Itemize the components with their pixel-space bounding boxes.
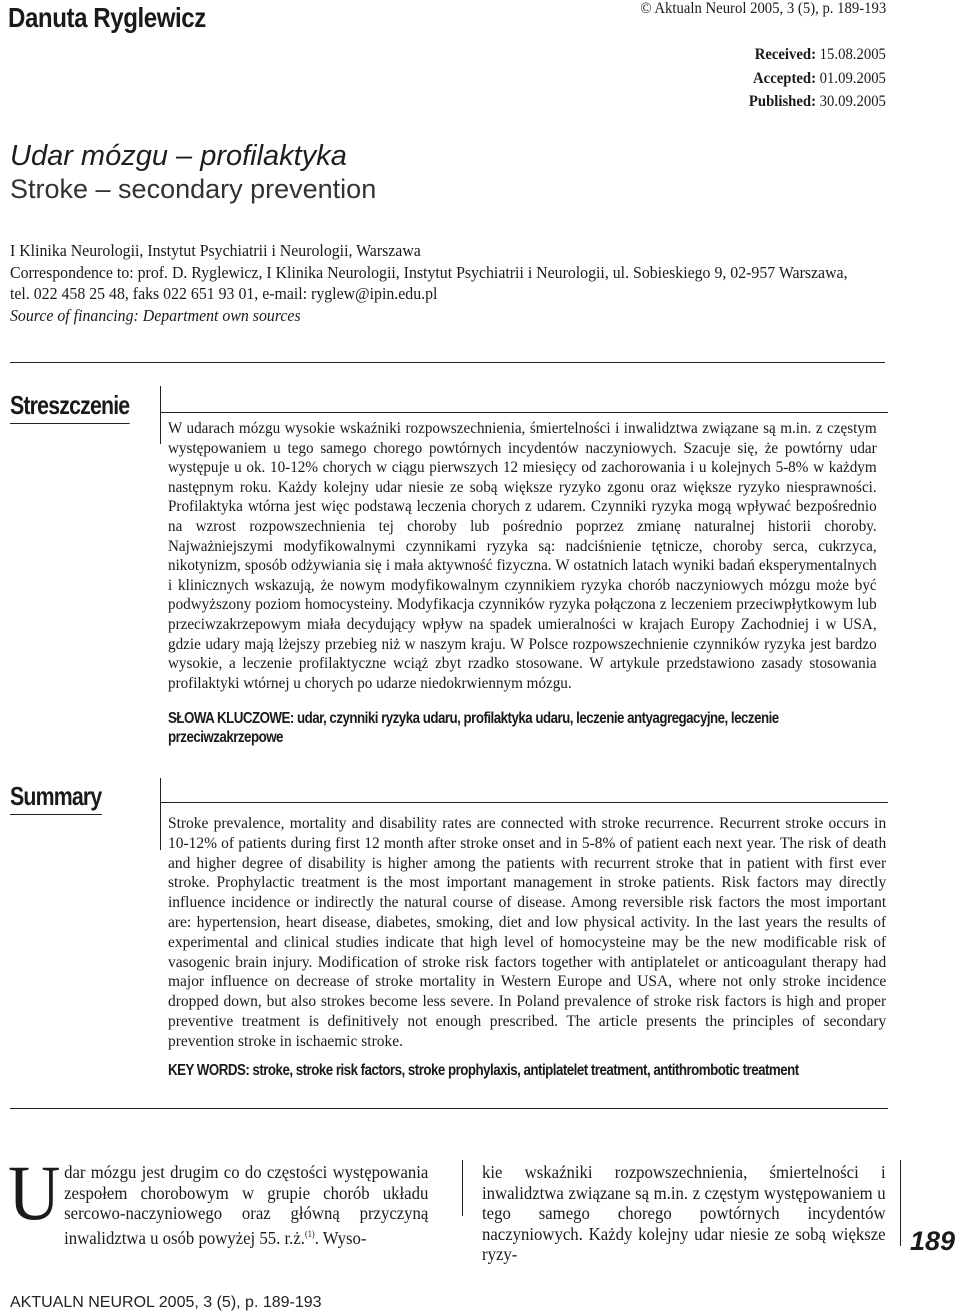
streszczenie-text: W udarach mózgu wysokie wskaźniki rozpowszechnienia, śmiertelności i inwalidztwa związane są m.in. z częstym występowaniem u tego samego chorego powtórnych incydentów naczyniowych. Szacuje się, że powtórny udar występuje u ok. 10-12% chorych w ciągu pierwszych 12 miesięcy od zachorowania i u kolejnych 5-8% w każdym następnym roku. Każdy kolejny udar niesie ze sobą większe ryzyko zgonu oraz większe ryzyko niesprawności. Profilaktyka wtórna jest więc podstawą leczenia chorych z udarem. Czynniki ryzyka mogą wpływać bezpośrednio na wzrost rozpowszechnienia tej choroby lub pośrednio poprzez zmianę naturalnej historii choroby. Najważniejszymi modyfikowalnymi czynnikami ryzyka są: nadciśnienie tętnicze, choroby serca, cukrzyca, nikotynizm, sposób odżywiania się i mała aktywność fizyczna. W ostatnich latach wyniki badań eksperymentalnych i klinicznych wskazują, że nowym modyfikowalnym czynnikiem ryzyka chorób naczyniowych mózgu może być podwyższony poziom homocysteiny. Modyfikacja czynników ryzyka połączona z leczeniem przeciwpłytkowym lub przeciwzakrzepowym miała decydujący wpływ na spadek umieralności w krajach Europy Zachodniej i w USA, gdzie udary mają lżejszy przebieg niż w naszym kraju. W Polsce rozpowszechnienie czynników ryzyka jest bardzo wysokie, a leczenie profilaktyczne wciąż zbyt rzadko stosowane. W artykule przedstawiono zasady stosowania profilaktyki wtórnej u chorych po udarze niedokrwiennym mózgu. <box>168 418 877 692</box>
published-line <box>749 90 886 114</box>
summary-horizontal-rule <box>160 802 888 803</box>
received-date: 15.08.2005 <box>819 46 886 63</box>
affiliation: I Klinika Neurologii, Instytut Psychiatrii i Neurologii, Warszawa <box>10 241 421 260</box>
body-column-1 <box>8 1149 429 1248</box>
article-title: Udar mózgu – profilaktyka <box>10 140 347 172</box>
citation: © Aktualn Neurol 2005, 3 (5), p. 189-193 <box>640 0 886 17</box>
body-column-1-text: dar mózgu jest drugim co do częstości występowania zespołem chorobowym w grupie chorób układu sercowo-naczyniowego oraz główną przyczyną inwalidztwa u osób powyżej 55. r.ż. <box>64 1162 429 1248</box>
summary-keywords: KEY WORDS: stroke, stroke risk factors, stroke prophylaxis, antiplatelet treatment, antithrombotic treatment <box>168 1062 799 1079</box>
page-number-rule <box>900 1160 901 1246</box>
affiliation-block <box>10 240 870 326</box>
streszczenie-heading <box>10 390 129 424</box>
received-line <box>749 43 886 67</box>
drop-cap: U <box>8 1149 61 1236</box>
divider-bottom <box>10 1108 888 1109</box>
streszczenie-heading-underline <box>10 423 129 424</box>
published-date: 30.09.2005 <box>819 93 886 110</box>
streszczenie-heading-text: Streszczenie <box>10 390 130 420</box>
accepted-date: 01.09.2005 <box>819 69 886 87</box>
author-name: Danuta Ryglewicz <box>8 2 206 33</box>
streszczenie-horizontal-rule <box>160 412 888 413</box>
correspondence-line-1: Correspondence to: prof. D. Ryglewicz, I Klinika Neurologii, Instytut Psychiatrii i Neurologii, ul. Sobieskiego 9, 02-957 Warszawa, <box>10 262 848 282</box>
body-column-2: kie wskaźniki rozpowszechnienia, śmiertelności i inwalidztwa związane są m.in. z częstym występowaniem u tego samego chorego powtórnych incydentów naczyniowych. Każdy kolejny udar niesie ze sobą większe ryzy- <box>482 1162 886 1264</box>
streszczenie-vertical-rule <box>160 386 161 444</box>
column-separator <box>462 1160 463 1216</box>
accepted-line <box>749 67 886 91</box>
article-subtitle: Stroke – secondary prevention <box>10 174 377 204</box>
publication-dates <box>749 43 886 114</box>
page-number: 189 <box>910 1226 956 1256</box>
summary-heading <box>10 781 101 815</box>
correspondence-line-2: tel. 022 458 25 48, faks 022 651 93 01, e-mail: ryglew@ipin.edu.pl <box>10 284 438 303</box>
summary-vertical-rule <box>160 778 161 850</box>
body-column-1-tail: . Wyso- <box>314 1227 367 1248</box>
accepted-label: Accepted: <box>753 69 817 87</box>
summary-heading-text: Summary <box>10 781 102 811</box>
summary-text: Stroke prevalence, mortality and disability rates are connected with stroke recurrence. Recurrent stroke occurs in 10-12% of patients during first 12 month after stroke onset and in 5-8% of patient each next year. The risk of death and higher degree of disability is higher among the patients with recurrent stroke that in patient with first ever stroke. Prophylactic treatment is the most important management in stroke patients. Risk factors may directly influence incidence or indirectly the natural course of disease. Among reversible risk factors the most important are: hypertension, heart disease, diabetes, smoking, diet and low physical activity. In the last years the results of experimental and clinical studies indicate that high level of homocysteine may be the new modificable risk of vasogenic brain injury. Modification of stroke risk factors together with antiplatelet or anticoagulant therapy had major influence on decrease of stroke mortality in Western Europe and USA, where not only stroke incidence dropped down, but also strokes become less severe. In Poland prevalence of stroke risk factors is high and proper preventive treatment is definitively not enough prescribed. The article presents the principles of secondary prevention stroke in ischaemic stroke. <box>168 813 887 1050</box>
divider-top <box>10 362 885 363</box>
streszczenie-keywords: SŁOWA KLUCZOWE: udar, czynniki ryzyka udaru, profilaktyka udaru, leczenie antyagregacyjne, leczenie przeciwzakrzepowe <box>168 710 779 746</box>
summary-heading-underline <box>10 814 101 815</box>
published-label: Published: <box>748 93 817 110</box>
financing-source: Source of financing: Department own sources <box>10 305 301 325</box>
received-label: Received: <box>754 46 817 63</box>
page-footer: AKTUALN NEUROL 2005, 3 (5), p. 189-193 <box>10 1294 322 1311</box>
reference-marker: (1) <box>304 1228 315 1239</box>
